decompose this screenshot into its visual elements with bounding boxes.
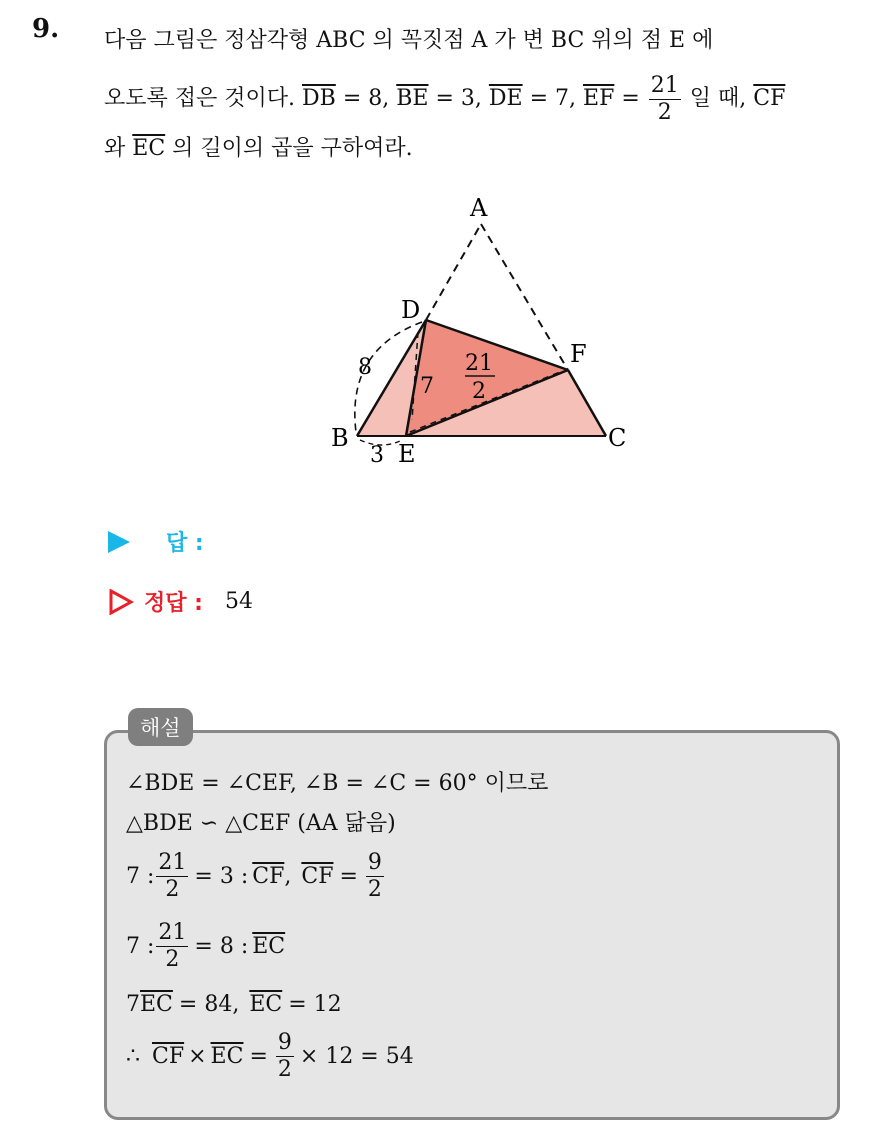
fraction-21-2 [156,852,188,901]
fraction-ef [649,72,681,125]
triangle-figure [320,190,640,470]
fraction-denominator: 2 [277,1057,292,1082]
solution-line-5 [126,992,342,1017]
label-a: A [470,194,488,222]
correct-answer-row [108,586,253,617]
equals-sign: = [621,86,640,111]
segment-be-value: = 3, [435,86,482,111]
solution-text: = 3 : [194,864,249,889]
segment-cf: $\overline{CF}$ [753,86,786,111]
length-be: 3 [370,443,384,468]
solution-text: = 84, [178,992,240,1017]
segment-de-value: = 7, [529,86,577,111]
segment-de: $\overline{DE}$ [488,86,523,111]
solution-line-2-text: △BDE ∽ △CEF (AA 닮음) [126,811,396,836]
answer-row [108,526,204,557]
label-f: F [570,340,587,368]
segment-ec: $\overline{EC}$ [210,1044,244,1069]
question-text-fold: 오도록 접은 것이다. [104,86,295,111]
fraction-denominator: 2 [657,99,672,125]
dashed-da [426,224,481,320]
fraction-numerator: 21 [650,72,679,98]
length-ef-numerator: 21 [465,351,493,376]
answer-label: 답 : [166,531,204,556]
segment-ec: $\overline{EC}$ [249,992,283,1017]
correct-answer-value: 54 [224,589,253,614]
solution-line-6 [126,1032,414,1081]
question-number: 9. [32,14,60,44]
fraction-numerator: 9 [277,1030,292,1055]
fraction-numerator: 9 [367,850,382,875]
segment-ec: $\overline{EC}$ [252,934,286,959]
outline-arrow-icon [108,589,134,615]
equals-sign: = [249,1044,268,1069]
solution-line-1 [126,766,548,797]
fraction-numerator: 21 [158,850,187,875]
segment-ec: $\overline{EC}$ [132,136,166,161]
fraction-denominator: 2 [367,877,382,902]
label-c: C [608,424,627,452]
fraction-numerator: 21 [158,920,187,945]
length-db: 8 [358,355,372,380]
segment-db-value: = 8, [342,86,390,111]
solution-tag: 해설 [128,708,193,746]
solution-text: 7 : [126,864,155,889]
fraction-21-2 [156,922,188,971]
solution-line-3 [126,852,386,901]
segment-ec: $\overline{EC}$ [140,992,173,1017]
length-de: 7 [420,374,434,399]
equals-sign: = [339,864,358,889]
label-e: E [398,440,416,468]
segment-db: $\overline{DB}$ [302,86,336,111]
question-text [104,12,874,178]
segment-be: $\overline{BE}$ [396,86,429,111]
solution-line-1-text: ∠BDE = ∠CEF, ∠B = ∠C = 60° 이므로 [126,771,549,796]
therefore-sign: ∴ [126,1044,140,1069]
question-line-1: 다음 그림은 정삼각형 ABC 의 꼭짓점 A 가 변 BC 위의 점 E 에 [104,28,714,53]
question-text-when: 일 때, [689,86,747,111]
solution-line-2 [126,806,396,837]
solution-text: = 8 : [194,934,249,959]
length-ef-denominator: 2 [472,379,486,404]
correct-answer-label: 정답 : [144,591,203,616]
fraction-denominator: 2 [165,947,180,972]
fraction-denominator: 2 [165,877,180,902]
segment-cf: $\overline{CF}$ [152,1044,185,1069]
times-sign: × [188,1044,207,1069]
fraction-9-2 [366,852,384,901]
segment-cf: $\overline{CF}$ [301,864,334,889]
question-text-and: 와 [104,136,126,161]
question-line-3 [104,120,874,178]
solution-line-4 [126,922,285,971]
segment-ef: $\overline{EF}$ [583,86,615,111]
label-b: B [331,424,349,452]
comma: , [284,864,292,889]
question-text-ask: 의 길이의 곱을 구하여라. [172,136,413,161]
solution-text: × 12 = 54 [299,1044,414,1069]
play-arrow-icon [108,531,130,553]
solution-text: = 12 [288,992,342,1017]
label-d: D [401,296,421,324]
solution-text: 7 [126,992,140,1017]
solution-text: 7 : [126,934,155,959]
segment-cf: $\overline{CF}$ [252,864,285,889]
fraction-9-2 [276,1032,294,1081]
